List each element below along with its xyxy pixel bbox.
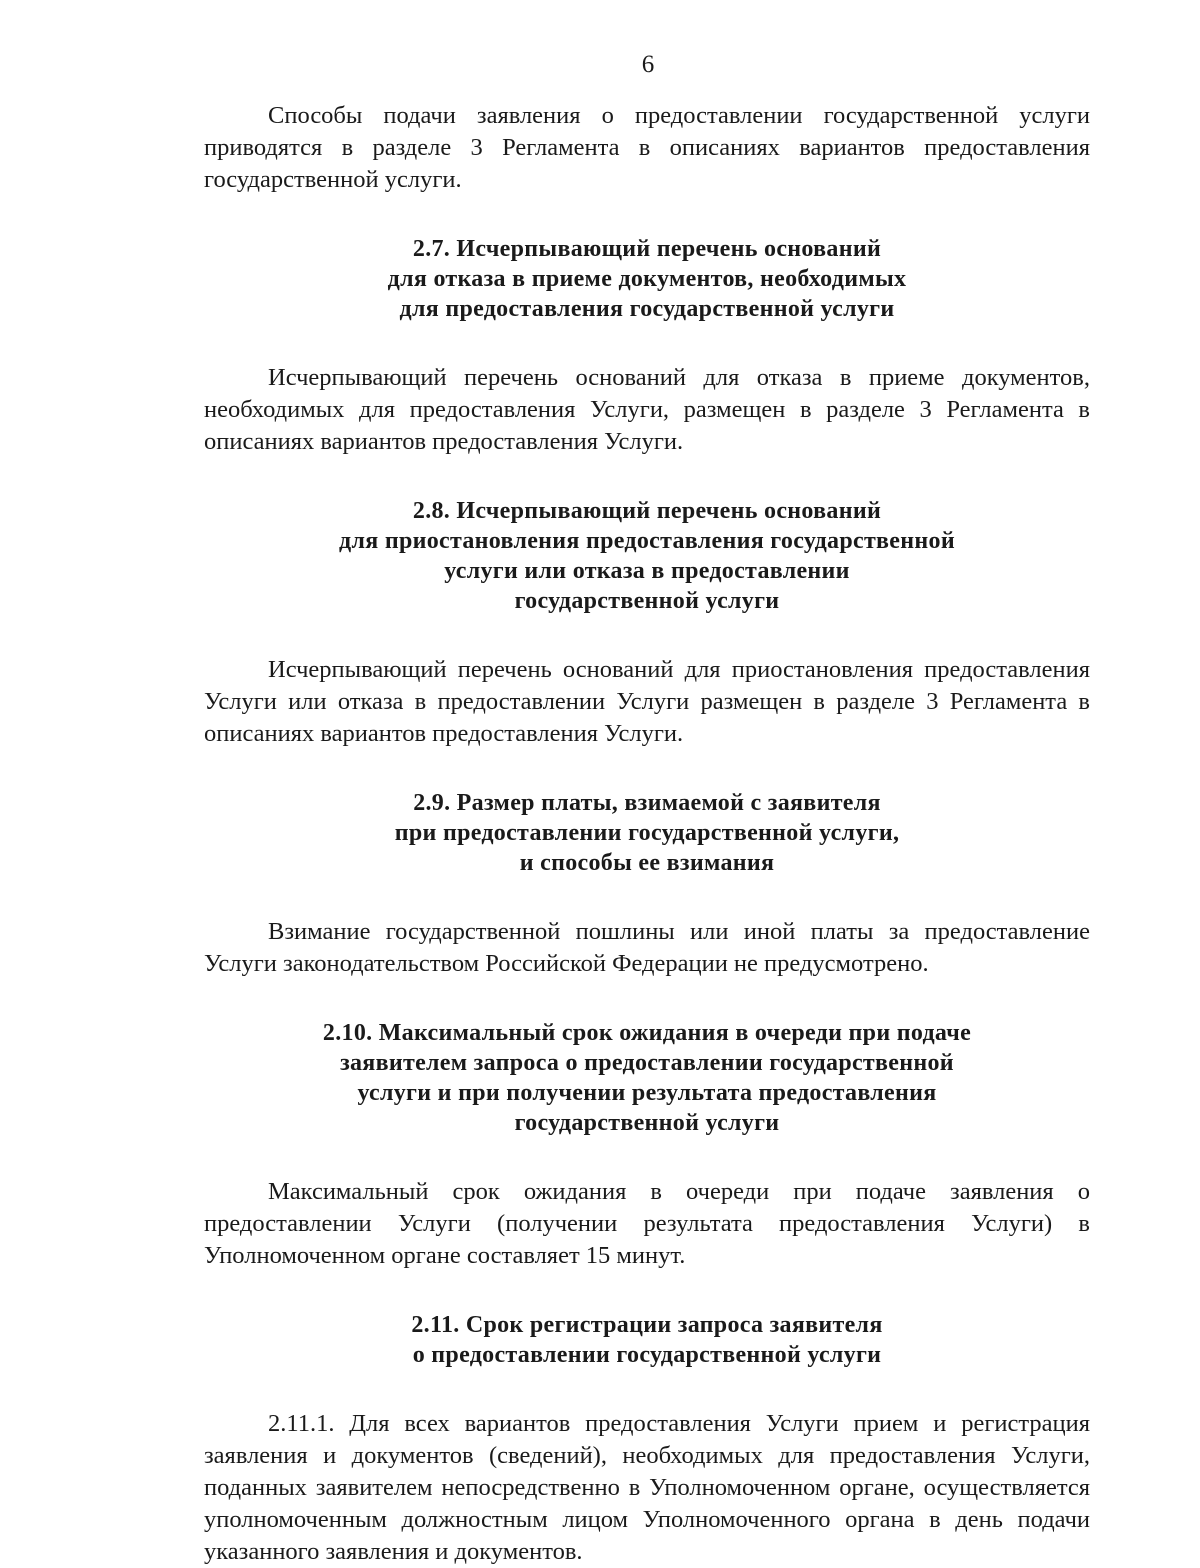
section-heading xyxy=(204,234,1090,324)
heading-line: 2.7. Исчерпывающий перечень оснований xyxy=(412,236,882,262)
section-2-10 xyxy=(204,1018,1090,1272)
section-paragraph: Исчерпывающий перечень оснований для отказа в приеме документов, необходимых для предоставления Услуги, размещен в разделе 3 Регламента в описаниях вариантов предоставления Услуги. xyxy=(204,364,1090,455)
heading-line: услуги или отказа в предоставлении xyxy=(444,558,850,584)
section-paragraph: 2.11.1. Для всех вариантов предоставления Услуги прием и регистрация заявления и документов (сведений), необходимых для предоставления Услуги, поданных заявителем непосредственно в Уполномоченном органе, осуществляется уполномоченным должностным лицом Уполномоченного органа в день подачи указанного заявления и документов. xyxy=(204,1410,1090,1565)
document-body xyxy=(204,100,1090,1568)
section-heading xyxy=(204,496,1090,616)
heading-line: 2.10. Максимальный срок ожидания в очереди при подаче xyxy=(322,1020,972,1046)
section-heading xyxy=(204,1018,1090,1138)
section-paragraph: Взимание государственной пошлины или иной платы за предоставление Услуги законодательством Российской Федерации не предусмотрено. xyxy=(204,918,1090,977)
heading-line: 2.8. Исчерпывающий перечень оснований xyxy=(412,498,882,524)
heading-line: о предоставлении государственной услуги xyxy=(412,1342,882,1368)
intro-paragraph: Способы подачи заявления о предоставлении государственной услуги приводятся в разделе 3 Регламента в описаниях вариантов предоставления государственной услуги. xyxy=(204,102,1090,193)
section-2-8 xyxy=(204,496,1090,750)
section-2-7 xyxy=(204,234,1090,458)
section-heading xyxy=(204,1310,1090,1370)
heading-line: для предоставления государственной услуги xyxy=(399,296,895,322)
heading-line: при предоставлении государственной услуги, xyxy=(394,820,900,846)
heading-line: для приостановления предоставления государственной xyxy=(339,528,955,554)
heading-line: 2.11. Срок регистрации запроса заявителя xyxy=(411,1312,883,1338)
heading-line: для отказа в приеме документов, необходимых xyxy=(387,266,907,292)
heading-line: и способы ее взимания xyxy=(519,850,775,876)
heading-line: 2.9. Размер платы, взимаемой с заявителя xyxy=(413,790,881,816)
heading-line: государственной услуги xyxy=(514,588,780,614)
page-number: 6 xyxy=(641,51,655,78)
heading-line: услуги и при получении результата предоставления xyxy=(357,1080,937,1106)
section-2-9 xyxy=(204,788,1090,980)
section-2-11 xyxy=(204,1310,1090,1568)
heading-line: заявителем запроса о предоставлении государственной xyxy=(340,1050,954,1076)
section-paragraph: Исчерпывающий перечень оснований для приостановления предоставления Услуги или отказа в предоставлении Услуги размещен в разделе 3 Регламента в описаниях вариантов предоставления Услуги. xyxy=(204,656,1090,747)
section-heading xyxy=(204,788,1090,878)
section-paragraph: Максимальный срок ожидания в очереди при подаче заявления о предоставлении Услуги (получении результата предоставления Услуги) в Уполномоченном органе составляет 15 минут. xyxy=(204,1178,1090,1269)
heading-line: государственной услуги xyxy=(514,1110,780,1136)
